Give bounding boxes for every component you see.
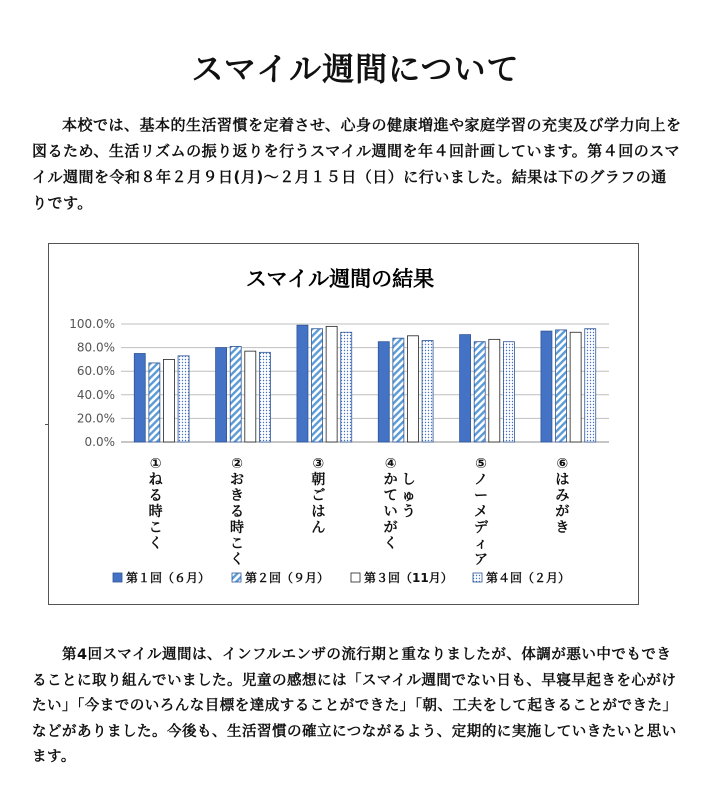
- category-label: [555, 456, 569, 536]
- y-tick-label: 0.0%: [84, 435, 115, 449]
- bar-series1-cat1: [134, 354, 145, 443]
- bar-series3-cat4: [407, 336, 418, 442]
- y-axis: [69, 317, 115, 449]
- category-label-glyph: ー: [474, 488, 488, 504]
- legend-swatch-1: [113, 573, 122, 582]
- category-label-glyph: る: [148, 488, 163, 504]
- category-label-glyph: ゅ: [401, 488, 416, 504]
- bar-series4-cat4: [422, 341, 433, 442]
- category-label-glyph: ね: [148, 472, 163, 488]
- category-label-glyph: き: [230, 488, 244, 504]
- bar-series4-cat3: [341, 332, 352, 442]
- bar-series2-cat6: [556, 330, 567, 442]
- y-tick-label: 20.0%: [76, 411, 115, 426]
- legend-label-4: 第４回（２月）: [486, 571, 571, 585]
- decorative-tick: [45, 424, 48, 425]
- bar-series4-cat1: [178, 356, 189, 442]
- y-tick-label: 40.0%: [76, 387, 115, 402]
- chart-frame: [48, 243, 639, 605]
- category-label: [311, 456, 325, 536]
- y-tick-label: 60.0%: [76, 364, 115, 379]
- bar-series1-cat2: [216, 348, 227, 442]
- category-label-glyph: ノ: [474, 472, 488, 488]
- category-label-glyph: ②: [231, 456, 243, 472]
- bar-series3-cat3: [326, 326, 337, 442]
- category-label: [384, 456, 416, 552]
- intro-paragraph: [32, 112, 682, 216]
- bar-series2-cat5: [474, 342, 485, 442]
- category-label-glyph: こ: [148, 520, 163, 536]
- category-label-glyph: く: [230, 552, 244, 568]
- category-label-glyph: ①: [149, 456, 162, 472]
- category-label: [149, 456, 163, 552]
- category-label-glyph: ⑥: [556, 456, 569, 472]
- category-label-glyph: き: [555, 520, 570, 536]
- bar-series2-cat3: [312, 329, 323, 442]
- bar-series1-cat3: [297, 325, 308, 442]
- category-label: [230, 456, 244, 568]
- category-label-glyph: し: [401, 472, 416, 488]
- category-label-glyph: う: [401, 504, 416, 520]
- category-label-glyph: 朝: [311, 472, 326, 488]
- bar-series2-cat1: [149, 363, 160, 442]
- category-label-glyph: 時: [230, 520, 244, 536]
- category-label-glyph: み: [555, 488, 570, 504]
- category-label-glyph: ア: [474, 552, 488, 568]
- category-label-glyph: デ: [474, 520, 488, 536]
- category-label-glyph: く: [148, 536, 163, 552]
- category-label-glyph: て: [383, 488, 398, 504]
- page-title: スマイル週間について: [191, 50, 520, 88]
- category-label: [474, 456, 489, 568]
- bar-series4-cat6: [585, 329, 596, 442]
- bar-chart: [49, 244, 640, 606]
- legend-swatch-2: [232, 573, 241, 582]
- bar-series3-cat2: [245, 351, 256, 442]
- conclusion-text: 第4回スマイル週間は、インフルエンザの流行期と重なりましたが、体調が悪い中でもできることに取り組んでいました。児童の感想には「スマイル週間でない日も、早寝早起きを心がけたい」「今までのいろんな目標を達成することができた」「朝、工夫をして起きることができた」などがありました。今後も、生活習慣の確立につながるよう、定期的に実施していきたいと思います。: [32, 647, 678, 765]
- bar-series1-cat5: [460, 335, 471, 442]
- y-tick-label: 80.0%: [76, 340, 115, 355]
- x-axis-labels: [149, 456, 570, 568]
- category-label-glyph: い: [383, 504, 398, 520]
- chart-grid: [121, 324, 609, 442]
- legend-swatch-4: [473, 573, 482, 582]
- bar-series4-cat5: [503, 342, 514, 442]
- conclusion-paragraph: [32, 643, 682, 771]
- legend-label-2: 第２回（９月）: [245, 571, 330, 585]
- category-label-glyph: こ: [230, 536, 244, 552]
- category-label-glyph: ③: [312, 456, 325, 472]
- legend-label-3: 第３回（11月）: [364, 571, 453, 585]
- category-label-glyph: ん: [311, 520, 326, 536]
- category-label-glyph: が: [555, 504, 570, 520]
- bar-series2-cat4: [393, 338, 404, 442]
- bar-series3-cat5: [489, 339, 500, 442]
- legend-label-1: 第１回（６月）: [126, 571, 211, 585]
- bar-series1-cat6: [541, 331, 552, 442]
- bar-series1-cat4: [378, 342, 389, 442]
- category-label-glyph: か: [383, 472, 398, 488]
- category-label-glyph: 時: [148, 504, 163, 520]
- bar-series4-cat2: [259, 352, 270, 442]
- category-label-glyph: は: [555, 472, 570, 488]
- category-label-glyph: ご: [311, 488, 326, 504]
- chart-title: スマイル週間の結果: [245, 267, 435, 291]
- bar-series3-cat1: [163, 359, 174, 442]
- category-label-glyph: お: [230, 472, 244, 488]
- intro-text: 本校では、基本的生活習慣を定着させ、心身の健康増進や家庭学習の充実及び学力向上を図るため、生活リズムの振り返りを行うスマイル週間を年４回計画しています。第４回のスマイル週間を令和８年２月９日(月)～２月１５日（日）に行いました。結果は下のグラフの通りです。: [32, 116, 682, 212]
- legend-swatch-3: [351, 573, 360, 582]
- category-label-glyph: く: [383, 536, 398, 552]
- bar-series2-cat2: [230, 346, 241, 442]
- category-label-glyph: は: [311, 504, 326, 520]
- bar-series3-cat6: [570, 332, 581, 442]
- bar-groups: [134, 325, 595, 442]
- category-label-glyph: ィ: [474, 536, 488, 552]
- category-label-glyph: が: [383, 520, 398, 536]
- chart-legend: [113, 570, 570, 585]
- category-label-glyph: ④: [384, 456, 397, 472]
- category-label-glyph: メ: [474, 504, 488, 520]
- y-tick-label: 100.0%: [69, 317, 115, 331]
- category-label-glyph: る: [230, 504, 244, 520]
- category-label-glyph: ⑤: [475, 456, 487, 472]
